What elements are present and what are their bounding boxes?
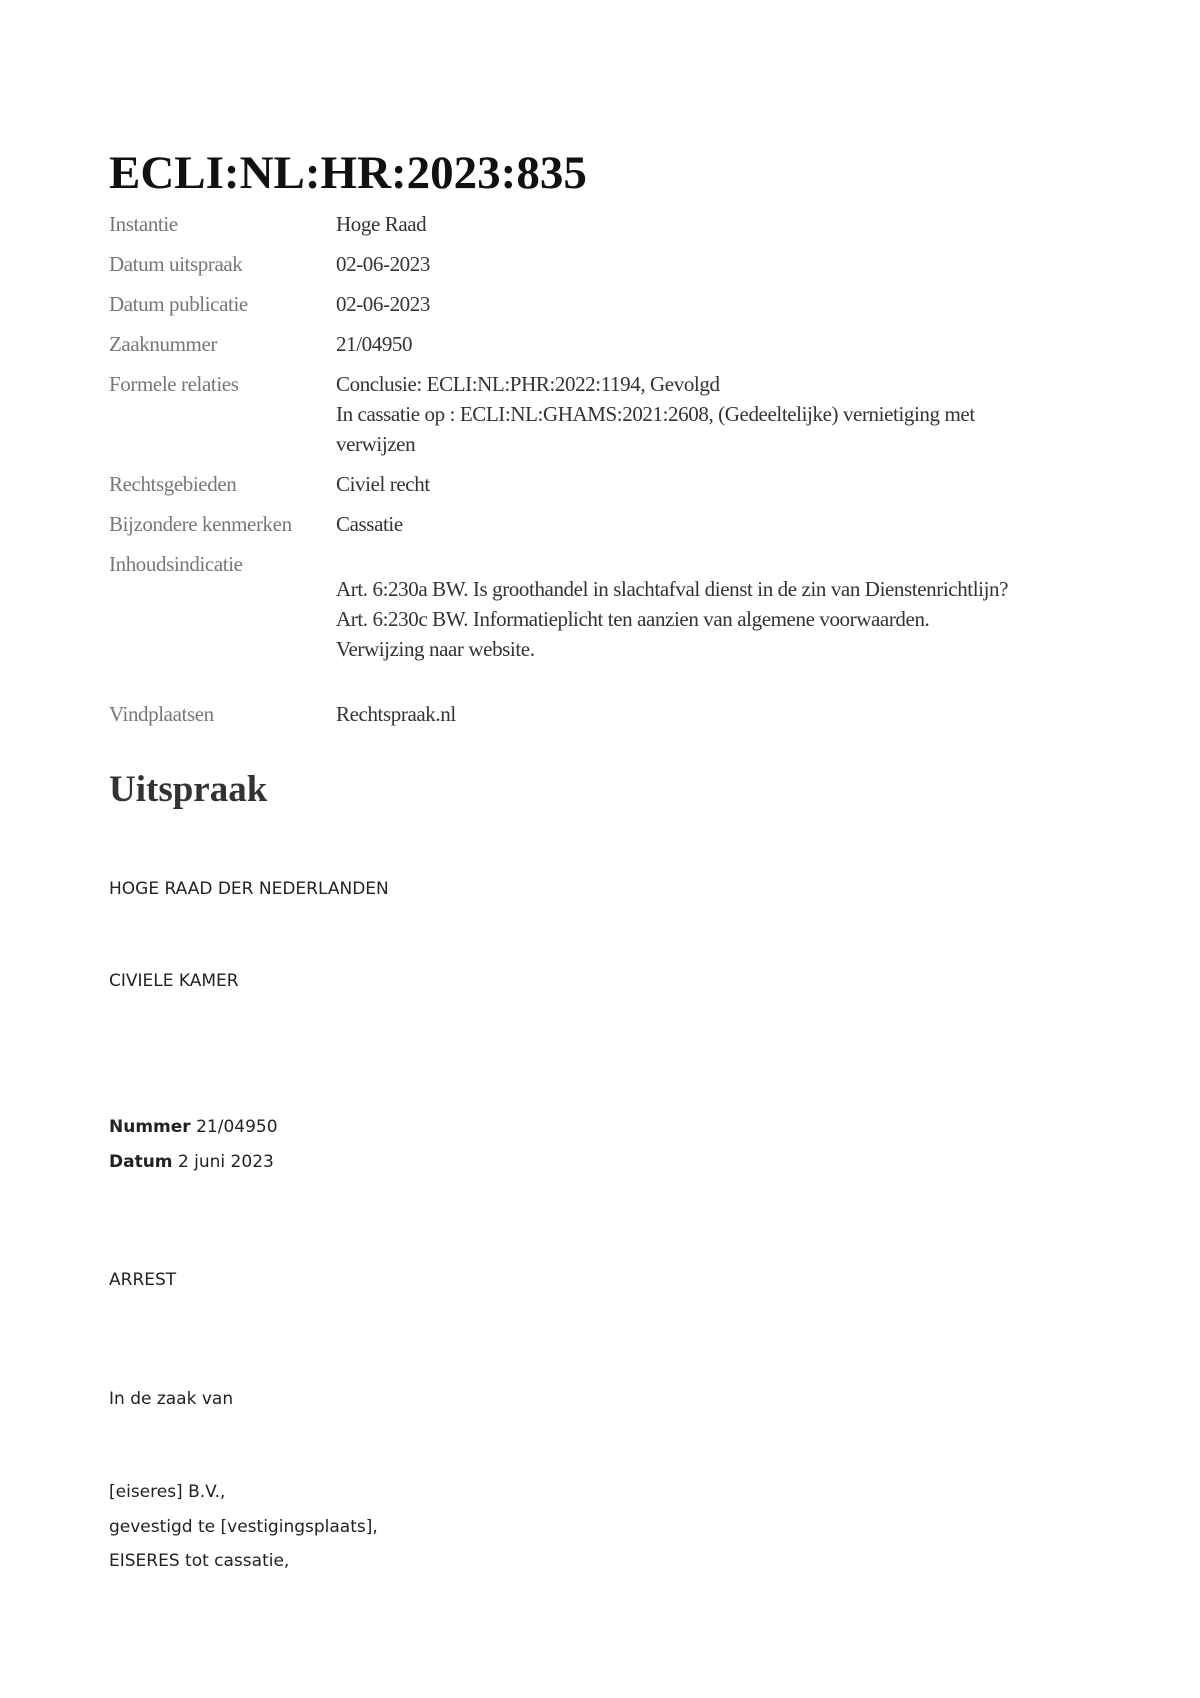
meta-value: [336, 469, 1116, 499]
case-number-label: Nummer: [109, 1117, 191, 1137]
meta-label: Instantie: [109, 212, 178, 236]
meta-label: Rechtsgebieden: [109, 472, 237, 496]
case-number-value: 21/04950: [196, 1117, 278, 1137]
meta-label: Bijzondere kenmerken: [109, 512, 292, 536]
party-line: EISERES tot cassatie,: [109, 1551, 290, 1571]
meta-value-line: Art. 6:230a BW. Is groothandel in slachtafval dienst in de zin van Dienstenrichtlijn?: [336, 577, 1009, 601]
meta-label: Vindplaatsen: [109, 702, 214, 726]
meta-value-line: verwijzen: [336, 432, 416, 456]
meta-label: Datum uitspraak: [109, 252, 243, 276]
meta-value: [336, 369, 1116, 459]
ecli-title: ECLI:NL:HR:2023:835: [109, 147, 587, 199]
party-line: gevestigd te [vestigingsplaats],: [109, 1517, 378, 1537]
meta-value: [336, 509, 1116, 539]
meta-value: [336, 699, 1116, 729]
meta-value-line: Hoge Raad: [336, 212, 427, 236]
meta-value-line: 02-06-2023: [336, 252, 430, 276]
meta-value-line: Rechtspraak.nl: [336, 702, 456, 726]
meta-label: Datum publicatie: [109, 292, 248, 316]
meta-value: [336, 209, 1116, 239]
case-number-line: [109, 1115, 278, 1139]
party-line: [eiseres] B.V.,: [109, 1482, 226, 1502]
meta-value-line: 02-06-2023: [336, 292, 430, 316]
arrest-heading: ARREST: [109, 1270, 177, 1290]
meta-value: [336, 249, 1116, 279]
meta-value-line: Cassatie: [336, 512, 403, 536]
meta-value-line: Civiel recht: [336, 472, 430, 496]
meta-value-line: In cassatie op : ECLI:NL:GHAMS:2021:2608, (Gedeeltelijke) vernietiging met: [336, 402, 975, 426]
meta-value: [336, 329, 1116, 359]
meta-value-line: 21/04950: [336, 332, 413, 356]
date-line: [109, 1150, 274, 1174]
meta-label: Inhoudsindicatie: [109, 552, 243, 576]
chamber-name: CIVIELE KAMER: [109, 971, 239, 991]
meta-value-line: Verwijzing naar website.: [336, 637, 535, 661]
meta-value: [336, 289, 1116, 319]
section-title: Uitspraak: [109, 769, 268, 810]
date-value: 2 juni 2023: [177, 1152, 274, 1172]
date-label: Datum: [109, 1152, 173, 1172]
meta-label: Zaaknummer: [109, 332, 217, 356]
in-de-zaak-line: In de zaak van: [109, 1389, 234, 1409]
meta-label: Formele relaties: [109, 372, 239, 396]
meta-value-line: Art. 6:230c BW. Informatieplicht ten aanzien van algemene voorwaarden.: [336, 607, 930, 631]
court-name: HOGE RAAD DER NEDERLANDEN: [109, 879, 389, 899]
meta-value-line: Conclusie: ECLI:NL:PHR:2022:1194, Gevolgd: [336, 372, 720, 396]
meta-value: [336, 574, 1116, 664]
